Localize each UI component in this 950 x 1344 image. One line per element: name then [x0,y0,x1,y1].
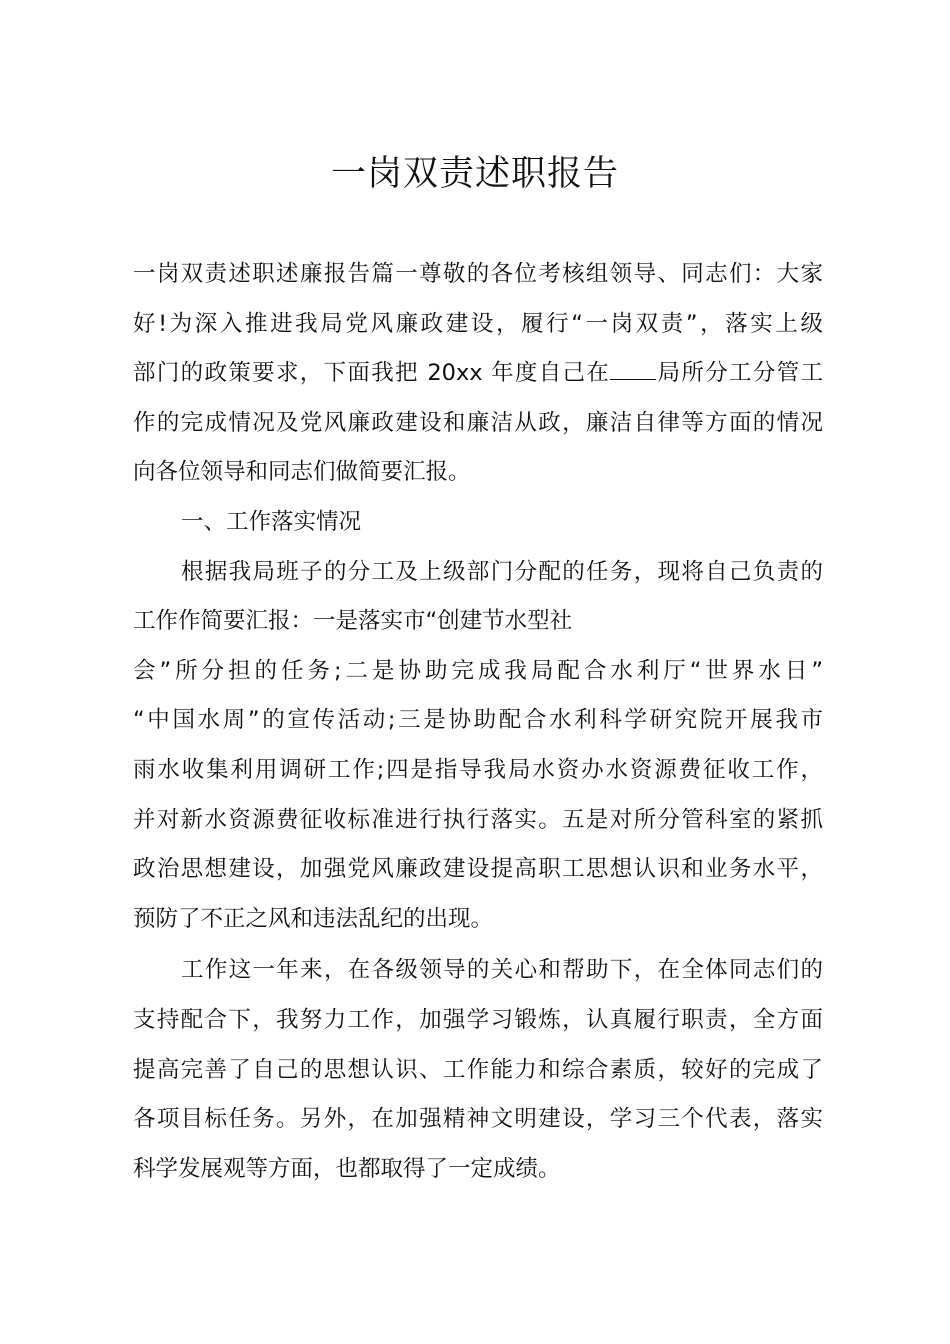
text-line: 政治思想建设，加强党风廉政建设提高职工思想认识和业务水平， [133,856,823,883]
text-line: 工作这一年来，在各级领导的关心和帮助下，在全体同志们的 [181,957,823,984]
text-line: 一岗双责述职述廉报告篇一尊敬的各位考核组领导、同志们：大家 [133,261,823,287]
text-line [133,349,823,399]
paragraph-1 [133,250,823,498]
text-line: 科学发展观等方面，也都取得了一定成绩。 [133,1155,561,1182]
text-line: “中国水周”的宣传活动;三是协助配合水利科学研究院开展我市 [133,707,823,734]
text-line: 预防了不正之风和违法乱纪的出现。 [133,905,494,932]
text-line: 好!为深入推进我局党风廉政建设，履行“一岗双责”，落实上级 [133,310,823,337]
text-line: 工作作简要汇报：一是落实市“创建节水型社 [133,608,573,635]
text-line: 根据我局班子的分工及上级部门分配的任务，现将自己负责的 [181,558,823,585]
paragraph-3 [133,946,823,1194]
text-line: 作的完成情况及党风廉政建设和廉洁从政，廉洁自律等方面的情况 [133,409,823,436]
document-body [133,250,823,1194]
text-line: 各项目标任务。另外，在加强精神文明建设，学习三个代表，落实 [133,1106,823,1133]
text-span: 部门的政策要求，下面我把 20xx 年度自己在 [133,360,611,387]
text-line: 雨水收集利用调研工作;四是指导我局水资办水资源费征收工作， [133,756,823,783]
fill-in-blank [610,361,656,380]
text-line: 向各位领导和同志们做简要汇报。 [133,459,471,486]
text-line: 支持配合下，我努力工作，加强学习锻炼，认真履行职责，全方面 [133,1006,823,1033]
text-line: 并对新水资源费征收标准进行执行落实。五是对所分管科室的紧抓 [133,806,823,833]
document-title: 一岗双责述职报告 [330,154,619,194]
paragraph-2 [133,548,823,945]
text-line: 会”所分担的任务;二是协助完成我局配合水利厅“世界水日” [133,657,823,684]
text-line: 提高完善了自己的思想认识、工作能力和综合素质，较好的完成了 [133,1056,823,1083]
text-span: 局所分工分管工 [656,360,823,387]
section-heading: 一、工作落实情况 [181,508,362,535]
